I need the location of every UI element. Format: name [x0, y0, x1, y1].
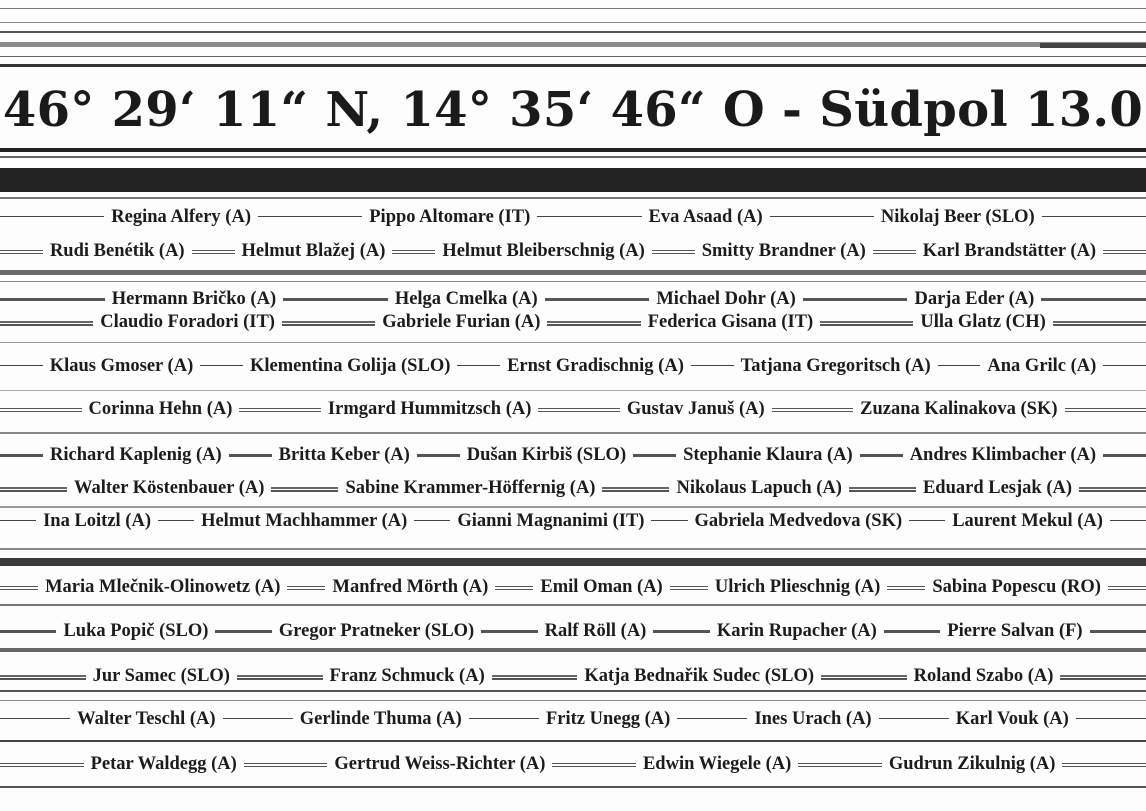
- rule-line: [283, 287, 388, 311]
- rule-line: [229, 443, 272, 467]
- rule-line: [0, 509, 36, 533]
- rule-line: [0, 707, 70, 731]
- name-row: [0, 354, 1146, 378]
- artist-name: Sabine Krammer-Höffernig (A): [345, 478, 596, 498]
- artist-name: Darja Eder (A): [914, 289, 1035, 309]
- rule-line: [1090, 619, 1146, 643]
- artist-name: Gudrun Zikulnig (A): [888, 754, 1056, 774]
- name-row: [0, 575, 1146, 599]
- rule-line: [237, 664, 323, 688]
- rule-line: [1076, 707, 1146, 731]
- name-row: [0, 310, 1146, 334]
- rule-line: [417, 443, 460, 467]
- rule-line: [0, 205, 104, 229]
- rule-line: [481, 619, 537, 643]
- artist-name: Emil Oman (A): [540, 577, 663, 597]
- rule-line: [1079, 476, 1146, 500]
- rule-line: [633, 443, 676, 467]
- artist-name: Gerlinde Thuma (A): [299, 709, 462, 729]
- rule-line: [1041, 287, 1146, 311]
- artist-name: Richard Kaplenig (A): [49, 445, 222, 465]
- artist-name: Ana Grilc (A): [987, 356, 1097, 376]
- name-row: [0, 619, 1146, 643]
- artist-name: Gabriele Furian (A): [382, 312, 541, 332]
- rule-line: [538, 397, 620, 421]
- artist-name: Roland Szabo (A): [913, 666, 1054, 686]
- artist-name: Helmut Blažej (A): [241, 241, 386, 261]
- rule-line: [547, 310, 640, 334]
- artist-name: Karl Vouk (A): [955, 709, 1069, 729]
- rule-line: [1103, 239, 1146, 263]
- rule-line: [770, 205, 874, 229]
- rule-line: [0, 476, 67, 500]
- rule-line: [0, 397, 82, 421]
- artist-name: Helmut Machhammer (A): [201, 511, 408, 531]
- artist-name: Federica Gisana (IT): [647, 312, 814, 332]
- artist-name: Smitty Brandner (A): [701, 241, 866, 261]
- rule-line: [772, 397, 854, 421]
- artist-name: Gregor Pratneker (SLO): [278, 621, 475, 641]
- artist-name: Jur Samec (SLO): [92, 666, 230, 686]
- rule-line: [258, 205, 362, 229]
- artist-name: Ines Urach (A): [754, 709, 872, 729]
- artist-name: Walter Köstenbauer (A): [73, 478, 265, 498]
- page-title: 46° 29‘ 11“ N, 14° 35‘ 46“ O - Südpol 13.0: [2, 82, 1144, 138]
- rule-line: [849, 476, 916, 500]
- name-row: [0, 752, 1146, 776]
- rule-line: [1103, 354, 1146, 378]
- name-row: [0, 509, 1146, 533]
- artist-name: Britta Keber (A): [278, 445, 410, 465]
- name-row: [0, 287, 1146, 311]
- rule-line: [670, 575, 708, 599]
- name-row: [0, 476, 1146, 500]
- artist-name: Eduard Lesjak (A): [922, 478, 1073, 498]
- rule-line: [1110, 509, 1146, 533]
- artist-name: Katja Bednařik Sudec (SLO): [584, 666, 815, 686]
- artist-name: Pierre Salvan (F): [947, 621, 1083, 641]
- rule-line: [691, 354, 734, 378]
- artist-name: Corinna Hehn (A): [88, 399, 233, 419]
- rule-line: [0, 443, 43, 467]
- rule-line: [909, 509, 945, 533]
- rule-line: [0, 287, 105, 311]
- artist-name: Walter Teschl (A): [77, 709, 216, 729]
- name-row: [0, 707, 1146, 731]
- rule-line: [652, 239, 695, 263]
- artist-name: Nikolaus Lapuch (A): [676, 478, 842, 498]
- rule-line: [803, 287, 908, 311]
- rule-line: [192, 239, 235, 263]
- rule-line: [653, 619, 709, 643]
- artist-name: Claudio Foradori (IT): [100, 312, 275, 332]
- rule-line: [552, 752, 636, 776]
- rule-line: [457, 354, 500, 378]
- rule-line: [884, 619, 940, 643]
- artist-name: Nikolaj Beer (SLO): [880, 207, 1035, 227]
- name-row: [0, 664, 1146, 688]
- name-row: [0, 239, 1146, 263]
- artist-name: Manfred Mörth (A): [332, 577, 489, 597]
- artist-name: Franz Schmuck (A): [329, 666, 485, 686]
- rule-line: [1042, 205, 1146, 229]
- artist-name: Irmgard Hummitzsch (A): [327, 399, 532, 419]
- artist-name: Regina Alfery (A): [111, 207, 251, 227]
- rule-line: [223, 707, 293, 731]
- artist-name: Gianni Magnanimi (IT): [457, 511, 645, 531]
- artist-name: Ralf Röll (A): [544, 621, 647, 641]
- rule-line: [271, 476, 338, 500]
- rule-line: [0, 664, 86, 688]
- rule-line: [1053, 310, 1146, 334]
- rule-line: [677, 707, 747, 731]
- artist-name: Karl Brandstätter (A): [922, 241, 1097, 261]
- artist-name: Ernst Gradischnig (A): [507, 356, 684, 376]
- artist-name: Ina Loitzl (A): [43, 511, 151, 531]
- rule-line: [414, 509, 450, 533]
- rule-line: [158, 509, 194, 533]
- name-row: [0, 205, 1146, 229]
- rule-line: [492, 664, 578, 688]
- artist-name: Hermann Bričko (A): [111, 289, 277, 309]
- rule-line: [0, 239, 43, 263]
- rule-line: [0, 310, 93, 334]
- rule-line: [495, 575, 533, 599]
- rule-line: [1060, 664, 1146, 688]
- rule-line: [879, 707, 949, 731]
- rule-line: [545, 287, 650, 311]
- name-row: [0, 443, 1146, 467]
- rule-line: [0, 752, 84, 776]
- artist-name: Dušan Kirbiš (SLO): [466, 445, 627, 465]
- artist-name: Karin Rupacher (A): [716, 621, 877, 641]
- rule-line: [469, 707, 539, 731]
- rule-line: [798, 752, 882, 776]
- rule-line: [282, 310, 375, 334]
- artist-name: Tatjana Gregoritsch (A): [740, 356, 931, 376]
- rule-line: [0, 619, 56, 643]
- artist-name: Klementina Golija (SLO): [249, 356, 451, 376]
- rule-line: [820, 310, 913, 334]
- rule-line: [887, 575, 925, 599]
- artist-name: Ulla Glatz (CH): [920, 312, 1046, 332]
- artist-name: Klaus Gmoser (A): [49, 356, 194, 376]
- rule-line: [1062, 752, 1146, 776]
- artist-name: Eva Asaad (A): [648, 207, 763, 227]
- rule-line: [873, 239, 916, 263]
- artist-name: Zuzana Kalinakova (SK): [860, 399, 1058, 419]
- artist-name: Gertrud Weiss-Richter (A): [334, 754, 546, 774]
- artist-name: Gustav Januš (A): [626, 399, 765, 419]
- rule-line: [1108, 575, 1146, 599]
- rule-line: [200, 354, 243, 378]
- artist-name: Fritz Unegg (A): [545, 709, 671, 729]
- rule-line: [0, 575, 38, 599]
- artist-name: Sabina Popescu (RO): [932, 577, 1101, 597]
- rule-line: [239, 397, 321, 421]
- rule-line: [215, 619, 271, 643]
- artist-name: Helga Cmelka (A): [394, 289, 538, 309]
- artist-name: Andres Klimbacher (A): [909, 445, 1097, 465]
- artist-name: Laurent Mekul (A): [952, 511, 1103, 531]
- rule-line: [244, 752, 328, 776]
- rule-line: [1103, 443, 1146, 467]
- artist-name: Luka Popič (SLO): [63, 621, 209, 641]
- artist-name: Edwin Wiegele (A): [642, 754, 792, 774]
- name-row: [0, 397, 1146, 421]
- rule-line: [860, 443, 903, 467]
- artist-name: Michael Dohr (A): [656, 289, 796, 309]
- artist-name: Rudi Benétik (A): [49, 241, 185, 261]
- artist-name: Pippo Altomare (IT): [369, 207, 531, 227]
- rule-line: [602, 476, 669, 500]
- artist-name: Ulrich Plieschnig (A): [714, 577, 881, 597]
- rule-line: [392, 239, 435, 263]
- rule-line: [821, 664, 907, 688]
- rule-line: [0, 354, 43, 378]
- rule-line: [287, 575, 325, 599]
- artist-name: Petar Waldegg (A): [90, 754, 237, 774]
- artist-name: Maria Mlečnik-Olinowetz (A): [45, 577, 281, 597]
- artist-name: Helmut Bleiberschnig (A): [442, 241, 645, 261]
- rule-line: [938, 354, 981, 378]
- rule-line: [651, 509, 687, 533]
- rule-line: [1065, 397, 1146, 421]
- artist-name: Stephanie Klaura (A): [683, 445, 853, 465]
- rule-line: [537, 205, 641, 229]
- artist-name: Gabriela Medvedova (SK): [694, 511, 903, 531]
